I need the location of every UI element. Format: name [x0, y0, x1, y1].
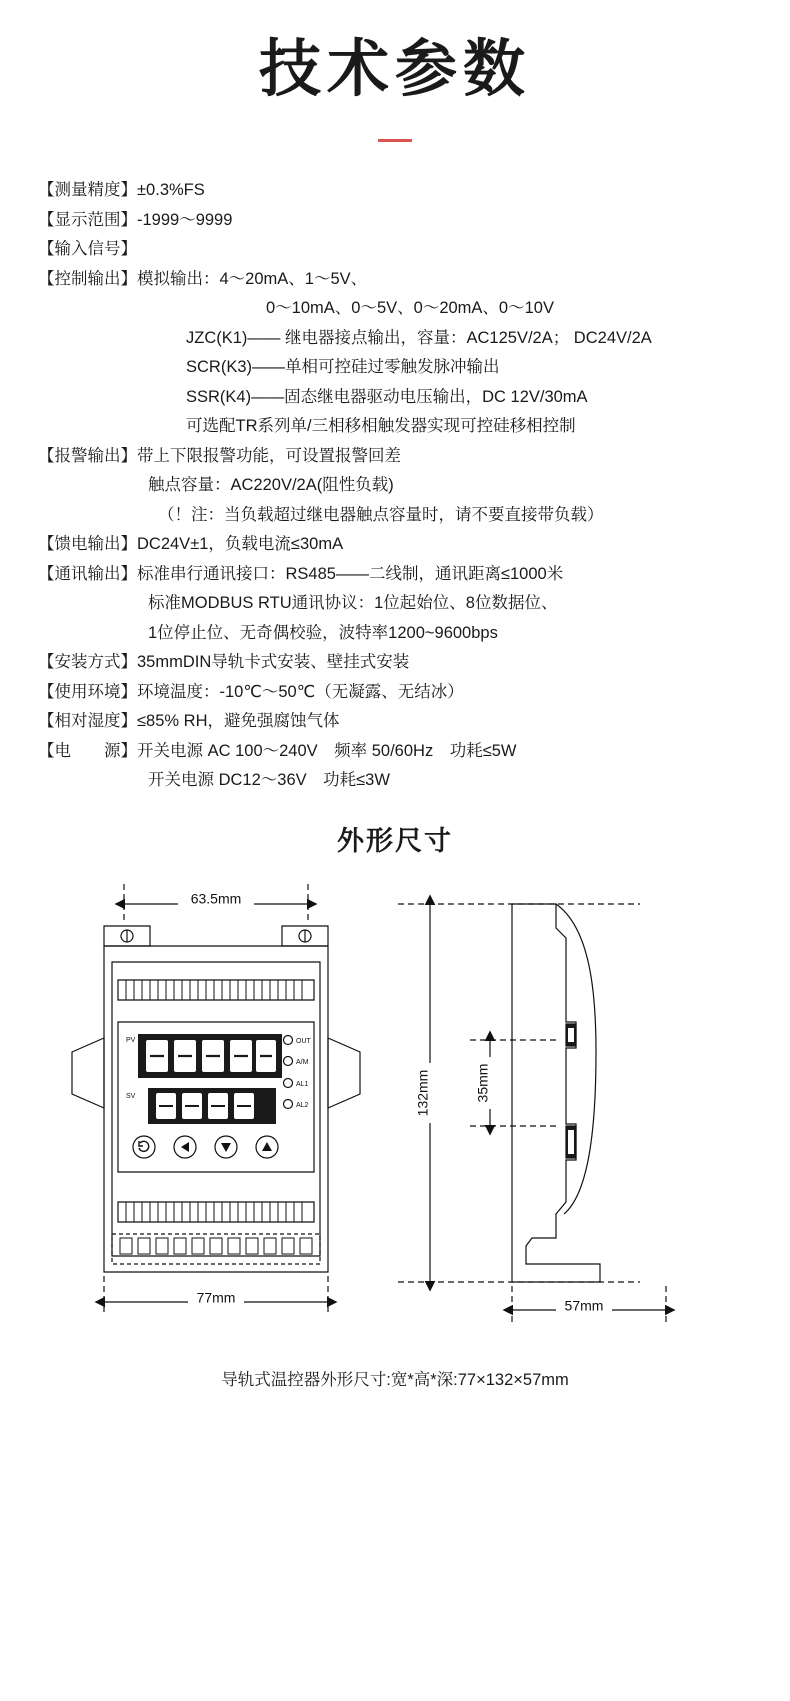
spec-value: DC24V±1，负载电流≤30mA — [137, 535, 344, 554]
spec-row-measure-accuracy — [38, 182, 790, 199]
spec-row-power — [38, 743, 790, 760]
dim-rail-height-label: 35mm — [474, 1063, 491, 1103]
dimension-drawing — [0, 872, 790, 1362]
control-output-line-5: SSR(K4)——固态继电器驱动电压输出，DC 12V/30mA — [186, 387, 588, 406]
spec-label: 【使用环境】 — [38, 682, 137, 701]
comm-output-line-3: 1位停止位、无奇偶校验，波特率1200~9600bps — [148, 623, 498, 642]
title-divider — [378, 139, 412, 142]
spec-value: -1999〜9999 — [137, 210, 233, 229]
spec-row-feed-output — [38, 536, 790, 553]
comm-output-line-2: 标准MODBUS RTU通讯协议：1位起始位、8位数据位、 — [148, 594, 558, 613]
control-output-line-6: 可选配TR系列单/三相移相触发器实现可控硅移相控制 — [186, 417, 576, 436]
alarm-output-line-3: （！注：当负载超过继电器触点容量时，请不要直接带负载） — [158, 505, 604, 524]
spec-label: 【安装方式】 — [38, 653, 137, 672]
spec-value: 模拟输出：4〜20mA、1〜5V、 — [137, 269, 368, 288]
spec-label: 【显示范围】 — [38, 210, 137, 229]
spec-row-comm-output — [38, 566, 790, 583]
spec-label: 【馈电输出】 — [38, 535, 137, 554]
label-pv: PV — [126, 1036, 136, 1044]
spec-value: 标准串行通讯接口：RS485——二线制，通讯距离≤1000米 — [137, 564, 564, 583]
spec-value: 环境温度：-10℃〜50℃（无凝露、无结冰） — [137, 682, 464, 701]
spec-row-control-output — [38, 271, 790, 288]
dim-overall-height-label: 132mm — [414, 1069, 431, 1117]
spec-row-humidity — [38, 713, 790, 730]
spec-row-mounting — [38, 654, 790, 671]
label-al2: AL2 — [296, 1101, 309, 1109]
label-am: A/M — [296, 1058, 309, 1066]
spec-value: 带上下限报警功能，可设置报警回差 — [137, 446, 401, 465]
dim-overall-width-label: 77mm — [196, 1289, 236, 1306]
dim-top-width-label: 63.5mm — [190, 890, 242, 907]
spec-label: 【报警输出】 — [38, 446, 137, 465]
spec-row-display-range — [38, 212, 790, 229]
label-out: OUT — [296, 1037, 311, 1045]
page-title: 技术参数 — [258, 32, 531, 105]
power-line-2: 开关电源 DC12〜36V 功耗≤3W — [148, 771, 390, 790]
spec-label: 【通讯输出】 — [38, 564, 137, 583]
spec-value: 开关电源 AC 100〜240V 频率 50/60Hz 功耗≤5W — [137, 741, 517, 760]
spec-row-alarm-output — [38, 448, 790, 465]
spec-row-environment — [38, 684, 790, 701]
spec-list — [0, 182, 790, 789]
label-al1: AL1 — [296, 1080, 309, 1088]
control-output-line-2: 0〜10mA、0〜5V、0〜20mA、0〜10V — [266, 299, 554, 318]
spec-label: 【输入信号】 — [38, 240, 137, 259]
alarm-output-line-2: 触点容量：AC220V/2A(阻性负载) — [148, 476, 394, 495]
spec-label: 【相对湿度】 — [38, 712, 137, 731]
spec-label: 【控制输出】 — [38, 269, 137, 288]
control-output-line-4: SCR(K3)——单相可控硅过零触发脉冲输出 — [186, 358, 500, 377]
spec-row-input-signal — [38, 241, 790, 258]
spec-label: 【测量精度】 — [38, 181, 137, 200]
spec-value: ±0.3%FS — [137, 181, 205, 200]
dim-depth-label: 57mm — [564, 1297, 604, 1314]
dimensions-title: 外形尺寸 — [337, 825, 453, 857]
spec-value: ≤85% RH，避免强腐蚀气体 — [137, 712, 340, 731]
label-sv: SV — [126, 1092, 136, 1100]
control-output-line-3: JZC(K1)—— 继电器接点输出，容量：AC125V/2A； DC24V/2A — [186, 328, 652, 347]
spec-value: 35mmDIN导轨卡式安装、壁挂式安装 — [137, 653, 410, 672]
drawing-svg — [0, 872, 790, 1362]
spec-label: 【电 源】 — [38, 741, 137, 760]
drawing-caption: 导轨式温控器外形尺寸:宽*高*深:77×132×57mm — [221, 1370, 569, 1389]
